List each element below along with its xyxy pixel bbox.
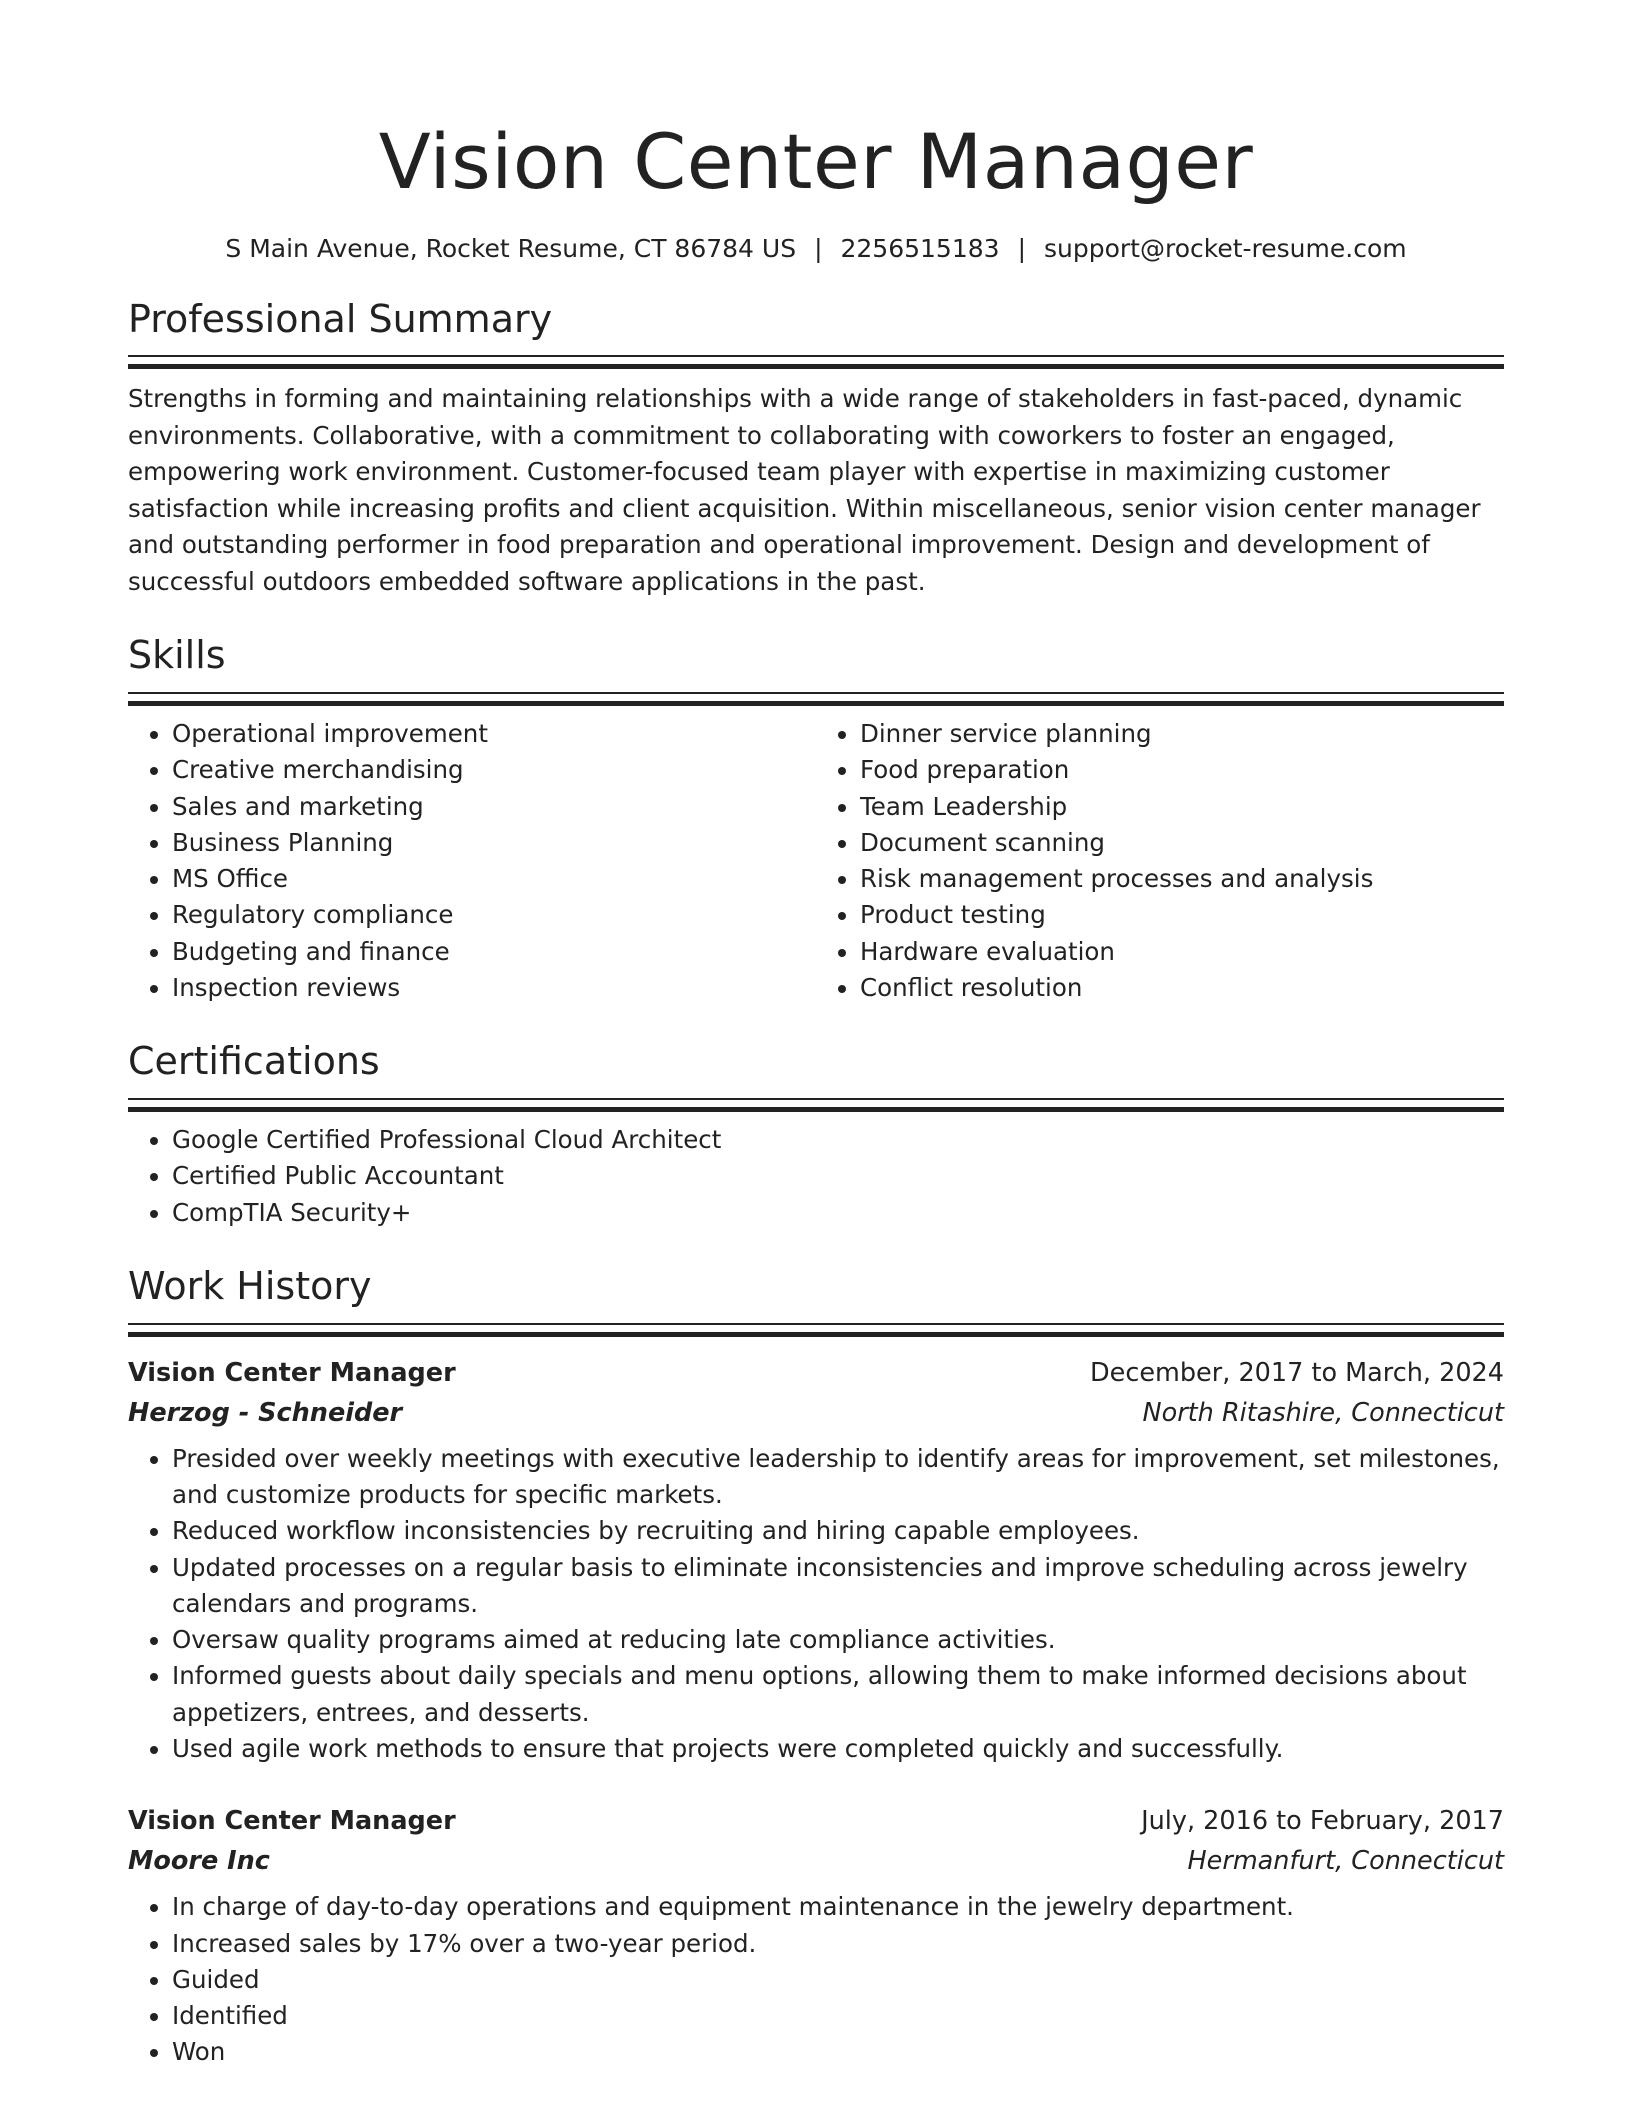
- resume-name: Vision Center Manager: [378, 117, 1254, 206]
- job-location: North Ritashire, Connecticut: [1142, 1397, 1504, 1428]
- section-divider: [128, 1098, 1504, 1112]
- skill-item: • Regulatory compliance: [172, 897, 816, 933]
- skills-list-left: [128, 716, 816, 1006]
- job-title: Vision Center Manager: [128, 1357, 456, 1388]
- skill-item: • Product testing: [860, 897, 1504, 933]
- job-dates: December, 2017 to March, 2024: [1090, 1357, 1504, 1388]
- certification-item: • Google Certified Professional Cloud Architect: [172, 1122, 1504, 1158]
- certifications-section: [128, 1040, 1504, 1231]
- job-bullet: • Used agile work methods to ensure that projects were completed quickly and successfully.: [172, 1731, 1504, 1767]
- skill-item: • Operational improvement: [172, 716, 816, 752]
- job-bullet: • Updated processes on a regular basis to eliminate inconsistencies and improve scheduling across jewelry calendars and programs.: [172, 1550, 1504, 1623]
- contact-address: S Main Avenue, Rocket Resume, CT 86784 US: [225, 233, 797, 263]
- job-bullets: [128, 1441, 1504, 1768]
- skill-item: • Creative merchandising: [172, 752, 816, 788]
- job-company: Moore Inc: [128, 1846, 270, 1877]
- job-company: Herzog - Schneider: [128, 1397, 403, 1428]
- skill-item: • Inspection reviews: [172, 970, 816, 1006]
- certifications-heading: Certifications: [128, 1039, 380, 1084]
- skills-columns: [128, 716, 1504, 1006]
- section-divider: [128, 692, 1504, 706]
- job-bullet: • Won: [172, 2034, 1504, 2070]
- job-bullet: • Presided over weekly meetings with executive leadership to identify areas for improvement, set milestones, and customize products for specific markets.: [172, 1441, 1504, 1514]
- summary-heading: Professional Summary: [128, 296, 553, 341]
- certifications-list: [128, 1122, 1504, 1231]
- skill-item: • MS Office: [172, 861, 816, 897]
- job-bullet: • Reduced workflow inconsistencies by recruiting and hiring capable employees.: [172, 1513, 1504, 1549]
- job-entry: [128, 1801, 1504, 2070]
- skill-item: • Document scanning: [860, 825, 1504, 861]
- summary-text: Strengths in forming and maintaining relationships with a wide range of stakeholders in fast-paced, dynamic environments. Collaborative, with a commitment to collaborating with coworkers to foster an engaged, empowering work environment. Customer-focused team player with expertise in maximizing customer satisfaction while increasing profits and client acquisition. Within miscellaneous, senior vision center manager and outstanding performer in food preparation and operational improvement. Design and development of successful outdoors embedded software applications in the past.: [128, 384, 1481, 596]
- skill-item: • Business Planning: [172, 825, 816, 861]
- contact-separator: |: [814, 233, 823, 263]
- skills-heading: Skills: [128, 633, 226, 678]
- job-location: Hermanfurt, Connecticut: [1187, 1846, 1504, 1877]
- job-bullet: • Guided: [172, 1962, 1504, 1998]
- certification-item: • CompTIA Security+: [172, 1195, 1504, 1231]
- job-bullet: • Increased sales by 17% over a two-year period.: [172, 1926, 1504, 1962]
- skill-item: • Sales and marketing: [172, 789, 816, 825]
- contact-phone: 2256515183: [840, 233, 1000, 263]
- skill-item: • Food preparation: [860, 752, 1504, 788]
- job-title: Vision Center Manager: [128, 1806, 456, 1837]
- skills-section: [128, 634, 1504, 1006]
- skill-item: • Budgeting and finance: [172, 934, 816, 970]
- contact-email: support@rocket-resume.com: [1044, 233, 1407, 263]
- job-company-row: [128, 1393, 1504, 1433]
- work-history-section: [128, 1265, 1504, 2071]
- summary-section: [128, 298, 1504, 601]
- skill-item: • Conflict resolution: [860, 970, 1504, 1006]
- skill-item: • Dinner service planning: [860, 716, 1504, 752]
- section-divider: [128, 355, 1504, 369]
- contact-line: [128, 234, 1504, 264]
- job-bullet: • Oversaw quality programs aimed at reducing late compliance activities.: [172, 1622, 1504, 1658]
- contact-separator: |: [1017, 233, 1026, 263]
- skill-item: • Risk management processes and analysis: [860, 861, 1504, 897]
- job-dates: July, 2016 to February, 2017: [1141, 1806, 1504, 1837]
- job-header-row: [128, 1353, 1504, 1393]
- job-bullets: [128, 1889, 1504, 2070]
- job-entry: [128, 1353, 1504, 1768]
- job-company-row: [128, 1841, 1504, 1881]
- skill-item: • Team Leadership: [860, 789, 1504, 825]
- job-bullet: • Informed guests about daily specials and menu options, allowing them to make informed decisions about appetizers, entrees, and desserts.: [172, 1658, 1504, 1731]
- certification-item: • Certified Public Accountant: [172, 1158, 1504, 1194]
- skill-item: • Hardware evaluation: [860, 934, 1504, 970]
- job-header-row: [128, 1801, 1504, 1841]
- skills-list-right: [816, 716, 1504, 1006]
- job-bullet: • Identified: [172, 1998, 1504, 2034]
- section-divider: [128, 1323, 1504, 1337]
- work-history-heading: Work History: [128, 1263, 372, 1308]
- job-bullet: • In charge of day-to-day operations and equipment maintenance in the jewelry department.: [172, 1889, 1504, 1925]
